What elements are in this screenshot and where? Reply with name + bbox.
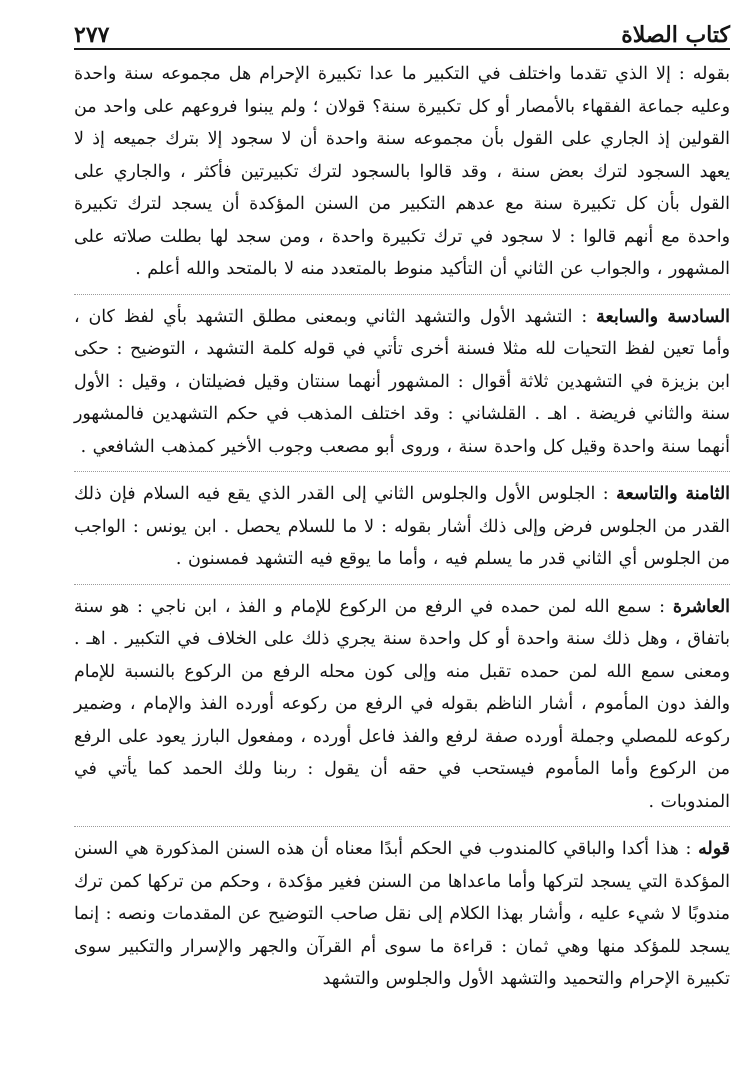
paragraph-lead: الثامنة والتاسعة [616,484,731,504]
paragraph-2 [74,294,730,472]
paragraph-lead: السادسة والسابعة [596,306,730,327]
page [74,16,730,1004]
paragraph-text: : التشهد الأول والتشهد الثاني وبمعنى مطلق التشهد بأي لفظ كان ، وأما تعين لفظ التحيات لله مثلا فسنة أخرى تأتي في قوله كلمة التشهد ، التوضيح : حكى ابن بزيزة في التشهدين ثلاثة أقوال : المشهور أنهما سنتان وقيل فضيلتان ، وقيل : الأول سنة والثاني فريضة . اهـ . القلشاني : وقد اختلف المذهب في حكم التشهدين فالمشهور أنهما سنة واحدة وقيل كل واحدة سنة ، وروى أبو مصعب وجوب الأخير كمذهب الشافعي . [74,306,730,457]
paragraph-text: : هذا أكدا والباقي كالمندوب في الحكم أبدًا معناه أن هذه السنن المذكورة هي السنن المؤكدة التي يسجد لتركها وأما ماعداها من السنن فغير مؤكدة ، وحكم من تركها كمن ترك مندوبًا لا شيء عليه ، وأشار بهذا الكلام إلى نقل صاحب التوضيح عن المقدمات ونصه : إنما يسجد للمؤكد منها وهي ثمان : قراءة ما سوى أم القرآن والجهر والإسرار والتكبير سوى تكبيرة الإحرام والتحميد والتشهد الأول والجلوس والتشهد [74,839,730,989]
running-header [74,16,730,50]
paragraph-1 [74,54,730,294]
paragraph-text: بقوله : إلا الذي تقدما واختلف في التكبير ما عدا تكبيرة الإحرام هل مجموعه سنة واحدة وعليه جماعة الفقهاء بالأمصار أو كل تكبيرة سنة؟ قولان ؛ ولم يبنوا فروعهم على واحد من القولين إذ الجاري على القول بأن مجموعه سنة واحدة أن لا سجود إلا بترك جميعه إذ لا يعهد السجود لترك بعض سنة ، وقد قالوا بالسجود لترك تكبيرتين فأكثر ، والجاري على القول بأن كل تكبيرة سنة مع عدهم التكبير من السنن المؤكدة أن يسجد لترك تكبيرة واحدة مع أنهم قالوا : لا سجود في ترك تكبيرة واحدة ، ومن سجد لها بطلت صلاته على المشهور ، والجواب عن الثاني أن التأكيد منوط بالمتعدد منه لا بالمتحد والله أعلم . [74,64,730,279]
text-body [74,54,730,1004]
paragraph-lead: العاشرة [672,596,730,617]
paragraph-lead: قوله [698,839,730,859]
paragraph-5 [74,826,730,1004]
page-number: ٢٧٧ [74,22,110,48]
book-title: كتاب الصلاة [621,22,730,48]
paragraph-text: : سمع الله لمن حمده في الرفع من الركوع للإمام و الفذ ، ابن ناجي : هو سنة باتفاق ، وهل ذلك سنة واحدة أو كل واحدة سنة يجري ذلك على الخلاف في التكبير . اهـ . ومعنى سمع الله لمن حمده تقبل منه وإلى كون محله الرفع من الركوع بالنسبة للإمام والفذ دون المأموم ، أشار الناظم بقوله في الرفع من ركوعه أورده الفذ والإمام ، وضمير ركوعه للمصلي وجملة أورده صفة لرفع والفذ فاعل أورده ، ومفعول البارز يعود على الرفع من الركوع وأما المأموم فيستحب في حقه أن يقول : ربنا ولك الحمد كما يأتي في المندوبات . [74,596,730,812]
paragraph-4 [74,584,730,827]
paragraph-3 [74,471,730,584]
paragraph-text: : الجلوس الأول والجلوس الثاني إلى القدر الذي يقع فيه السلام فإن ذلك القدر من الجلوس فرض وإلى ذلك أشار بقوله : لا ما للسلام يحصل . ابن يونس : الواجب من الجلوس أي الثاني قدر ما يسلم فيه ، وأما ما يوقع فيه التشهد فمسنون . [74,484,730,569]
